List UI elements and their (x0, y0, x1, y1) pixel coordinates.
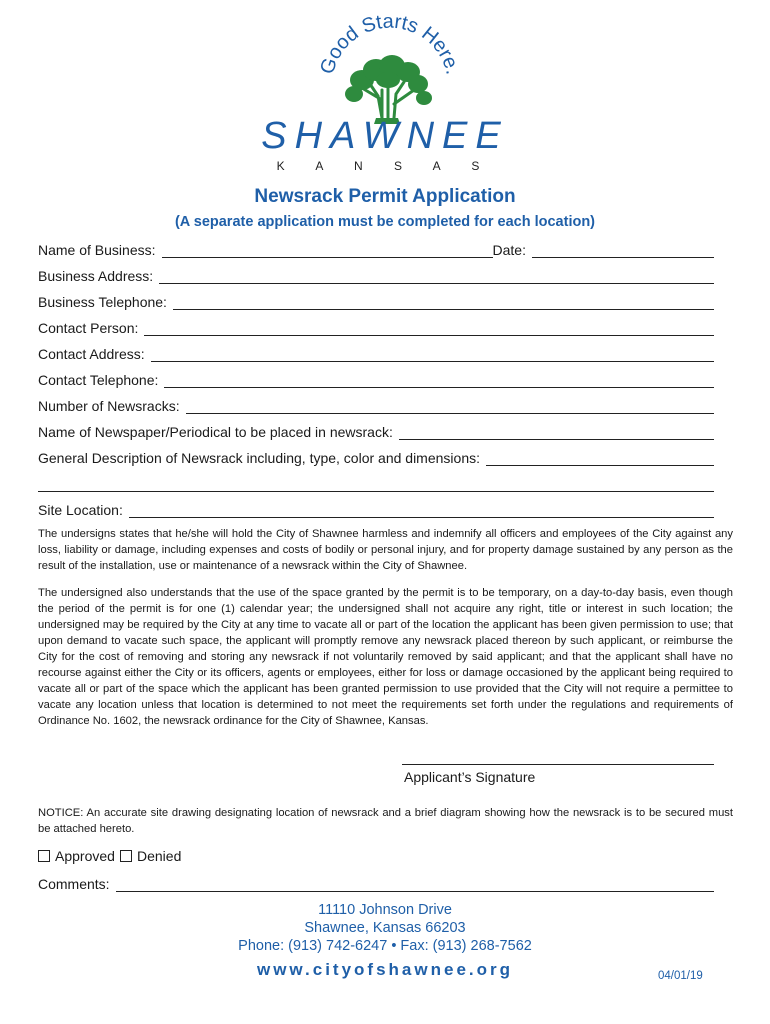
denied-checkbox[interactable] (120, 850, 132, 862)
page-subtitle: (A separate application must be completed for each location) (174, 214, 596, 230)
approved-checkbox[interactable] (38, 850, 50, 862)
approved-option[interactable] (38, 848, 115, 864)
contact-telephone-row (38, 368, 714, 388)
business-address-label: Business Address: (38, 268, 154, 284)
date-label: Date: (492, 242, 526, 258)
logo-slogan: Good Starts Here. (316, 10, 464, 77)
business-telephone-label: Business Telephone: (38, 294, 167, 310)
contact-person-label: Contact Person: (38, 320, 139, 336)
number-of-newsracks-row (38, 394, 714, 414)
business-telephone-field[interactable] (173, 295, 714, 310)
business-name-row (38, 238, 714, 258)
general-description-label: General Description of Newsrack including, type, color and dimensions: (38, 450, 480, 466)
date-field[interactable] (532, 243, 714, 258)
contact-address-row (38, 342, 714, 362)
comments-field[interactable] (116, 877, 714, 892)
notice-text: NOTICE: An accurate site drawing designating location of newsrack and a brief diagram showing how the newsrack is to be secured must be attached hereto. (38, 807, 733, 835)
denied-label: Denied (137, 848, 182, 864)
newspaper-name-field[interactable] (399, 425, 714, 440)
approved-label: Approved (55, 848, 115, 864)
contact-address-field[interactable] (151, 347, 714, 362)
newspaper-name-row (38, 420, 714, 440)
tree-icon (345, 55, 432, 124)
business-address-row (38, 264, 714, 284)
general-description-field[interactable] (486, 451, 714, 466)
comments-row (38, 872, 714, 892)
signature-line[interactable] (402, 764, 714, 765)
number-of-newsracks-field[interactable] (186, 399, 714, 414)
site-location-label: Site Location: (38, 502, 123, 518)
contact-person-row (38, 316, 714, 336)
terms-paragraph: The undersigned also understands that the use of the space granted by the permit is to be temporary, on a day-to-day basis, even though the period of the permit is for one (1) calendar year; the undersigned shall not acquire any right, title or interest in such location; the undersigned may be required by the City at any time to vacate all or part of the location the applicant has been given permission to use; that upon demand to vacate such space, the applicant will promptly remove any newsrack placed thereon by such applicant, or reimburse the City for the cost of removing and storing any newsrack if not voluntarily removed by said applicant; and that the applicant shall have no recourse against either the City or its officers, agents or employees, either for loss or damage occasioned by the applicant being required to vacate all or part of the space which the applicant has been granted permission to use provided that the City will not require a permittee to vacate any location unless that location is determined to not meet the requirements set forth under the regulations and requirements of Ordinance No. 1602, the newsrack ordinance for the City of Shawnee, Kansas. (38, 587, 733, 727)
contact-telephone-field[interactable] (164, 373, 714, 388)
page-title: Newsrack Permit Application (254, 186, 516, 207)
business-name-field[interactable] (162, 243, 493, 258)
site-location-field[interactable] (129, 503, 714, 518)
general-description-row-2 (38, 472, 714, 492)
site-location-row (38, 498, 714, 518)
footer-phone: Phone: (913) 742-6247 • Fax: (913) 268-7562 (238, 938, 532, 954)
general-description-field-2[interactable] (38, 477, 714, 492)
business-telephone-row (38, 290, 714, 310)
logo-state: K A N S A S (276, 159, 494, 173)
shawnee-logo (0, 0, 770, 180)
footer-website[interactable]: www.cityofshawnee.org (256, 960, 514, 979)
contact-address-label: Contact Address: (38, 346, 145, 362)
footer-city: Shawnee, Kansas 66203 (304, 920, 466, 936)
indemnity-paragraph: The undersigns states that he/she will hold the City of Shawnee harmless and indemnify all officers and employees of the City against any loss, liability or damage, including expenses and costs of bodily or personal injury, and for property damage sustained by any person as the result of the installation, use or maintenance of a newsrack within the City of Shawnee. (38, 528, 733, 572)
comments-label: Comments: (38, 876, 110, 892)
signature-label: Applicant’s Signature (404, 769, 536, 785)
contact-telephone-label: Contact Telephone: (38, 372, 159, 388)
footer-street: 11110 Johnson Drive (318, 902, 452, 918)
contact-person-field[interactable] (144, 321, 714, 336)
number-of-newsracks-label: Number of Newsracks: (38, 398, 180, 414)
revision-date: 04/01/19 (658, 970, 703, 982)
logo-city: SHAWNEE (261, 115, 509, 157)
denied-option[interactable] (120, 848, 181, 864)
newspaper-name-label: Name of Newspaper/Periodical to be placed in newsrack: (38, 424, 393, 440)
business-name-label: Name of Business: (38, 242, 156, 258)
general-description-row (38, 446, 714, 466)
business-address-field[interactable] (159, 269, 714, 284)
